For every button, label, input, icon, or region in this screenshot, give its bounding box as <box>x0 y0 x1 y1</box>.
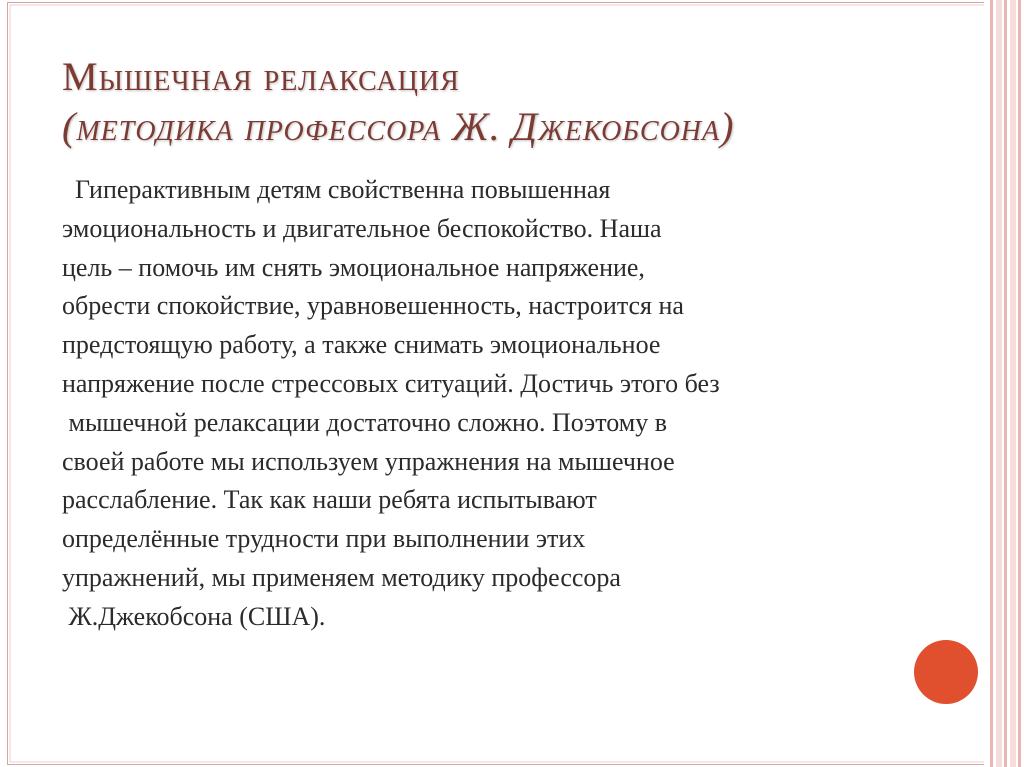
body-line: напряжение после стрессовых ситуаций. Достичь этого без <box>62 368 720 398</box>
body-paragraph <box>62 171 882 637</box>
body-line: определённые трудности при выполнении этих <box>62 524 586 554</box>
decorative-stripes <box>984 0 1024 767</box>
slide-title <box>62 52 734 152</box>
title-subtitle: (методика профессора Ж. Джекобсона) <box>62 104 735 149</box>
body-line: эмоциональность и двигательное беспокойство. Наша <box>62 213 662 243</box>
body-line: предстоящую работу, а также снимать эмоциональное <box>62 330 661 360</box>
body-line: мышечной релаксации достаточно сложно. Поэтому в <box>62 407 667 437</box>
body-line: расслабление. Так как наши ребята испытывают <box>62 485 597 515</box>
body-line: своей работе мы используем упражнения на мышечное <box>62 446 675 476</box>
body-line: обрести спокойствие, уравновешенность, настроится на <box>62 291 684 321</box>
title-main: Мышечная релаксация <box>62 54 460 99</box>
body-line: Гиперактивным детям свойственна повышенная <box>62 175 611 204</box>
body-line: цель – помочь им снять эмоциональное напряжение, <box>62 252 645 282</box>
decorative-circle <box>914 640 978 704</box>
body-line: Ж.Джекобсона (США). <box>62 601 326 631</box>
body-line: упражнений, мы применяем методику профессора <box>62 562 621 592</box>
